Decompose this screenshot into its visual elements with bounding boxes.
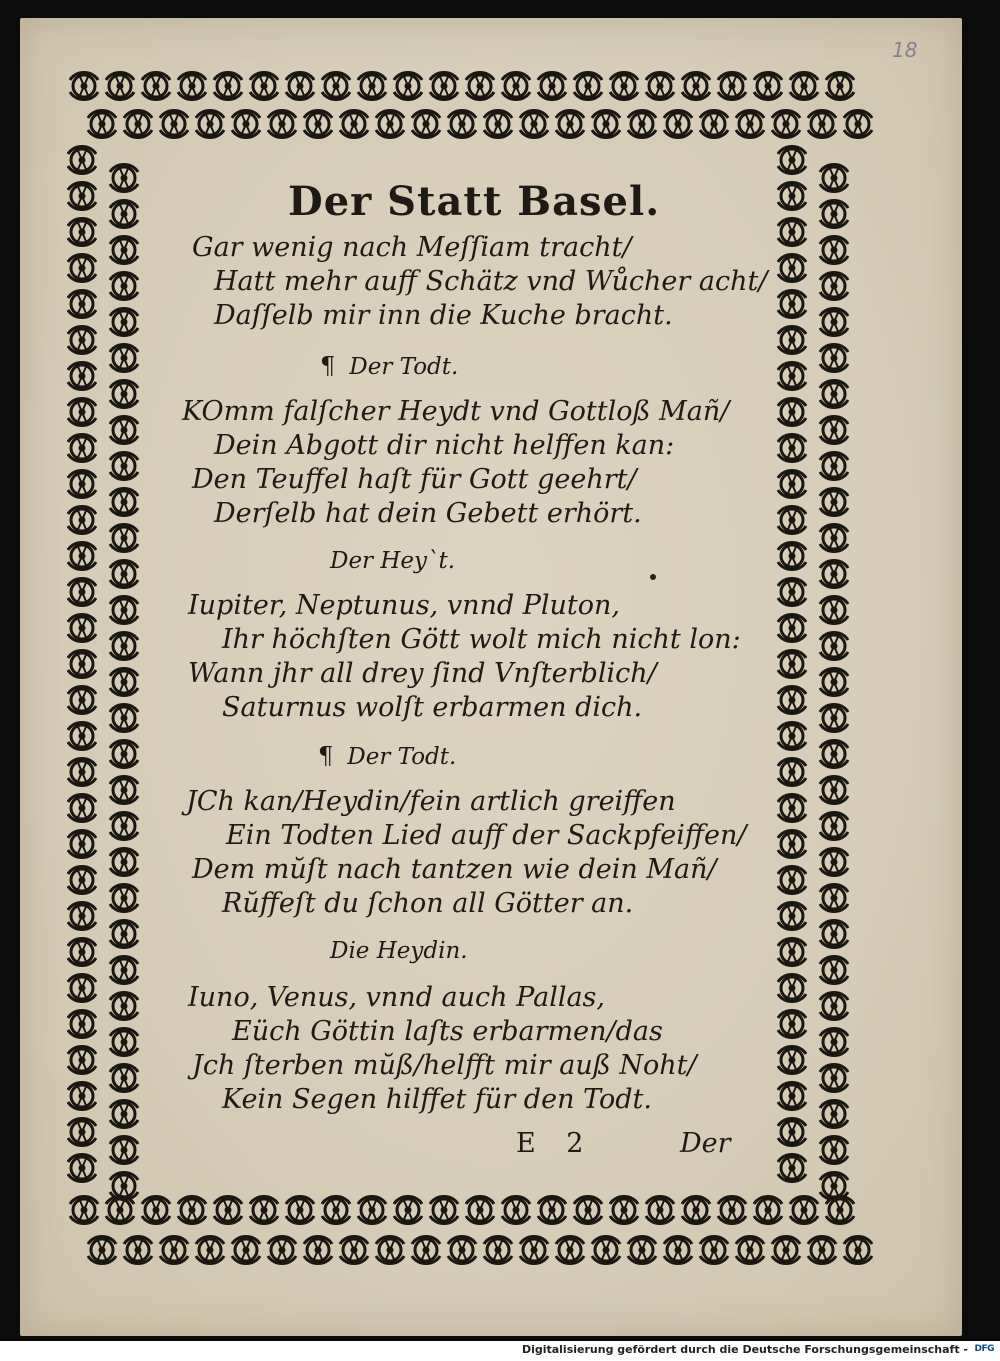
signature-mark: E 2 bbox=[516, 1128, 584, 1159]
border-ornament bbox=[68, 1154, 96, 1182]
border-ornament bbox=[68, 1046, 96, 1074]
border-ornament bbox=[68, 470, 96, 498]
border-ornament bbox=[68, 614, 96, 642]
border-ornament bbox=[160, 1236, 188, 1264]
border-ornament bbox=[110, 164, 138, 192]
border-ornament bbox=[772, 110, 800, 138]
border-ornament bbox=[160, 110, 188, 138]
border-ornament bbox=[214, 1196, 242, 1224]
border-ornament bbox=[110, 452, 138, 480]
border-ornament bbox=[376, 110, 404, 138]
border-ornament bbox=[68, 254, 96, 282]
border-ornament bbox=[110, 596, 138, 624]
border-ornament bbox=[110, 560, 138, 588]
border-ornament bbox=[778, 1046, 806, 1074]
speaker-heading: ¶ Der Todt. bbox=[320, 352, 459, 380]
border-ornament bbox=[778, 542, 806, 570]
border-ornament bbox=[110, 812, 138, 840]
border-ornament bbox=[778, 1010, 806, 1038]
border-ornament bbox=[68, 1082, 96, 1110]
stanza-line: JCh kan/Heydin/fein artlich greiffen bbox=[186, 786, 676, 817]
stanza-line: Daſſelb mir inn die Kuche bracht. bbox=[214, 300, 673, 331]
border-ornament bbox=[790, 72, 818, 100]
border-ornament bbox=[68, 830, 96, 858]
border-ornament bbox=[778, 974, 806, 1002]
border-ornament bbox=[820, 524, 848, 552]
border-ornament bbox=[520, 1236, 548, 1264]
border-ornament bbox=[646, 72, 674, 100]
border-ornament bbox=[820, 848, 848, 876]
footer-credit: Digitalisierung gefördert durch die Deutsche Forschungsgemeinschaft - bbox=[521, 1343, 968, 1356]
border-ornament bbox=[68, 974, 96, 1002]
border-ornament bbox=[778, 830, 806, 858]
border-ornament bbox=[778, 506, 806, 534]
border-ornament bbox=[142, 72, 170, 100]
border-ornament bbox=[820, 740, 848, 768]
border-ornament bbox=[778, 218, 806, 246]
border-ornament bbox=[394, 1196, 422, 1224]
border-ornament bbox=[574, 72, 602, 100]
border-ornament bbox=[778, 938, 806, 966]
border-ornament bbox=[250, 72, 278, 100]
border-ornament bbox=[820, 236, 848, 264]
border-ornament bbox=[110, 236, 138, 264]
border-ornament bbox=[754, 72, 782, 100]
border-ornament bbox=[466, 72, 494, 100]
border-ornament bbox=[110, 848, 138, 876]
border-ornament bbox=[196, 1236, 224, 1264]
border-ornament bbox=[820, 560, 848, 588]
border-ornament bbox=[110, 1064, 138, 1092]
stanza-line: Wann jhr all drey ſind Vnſterblich/ bbox=[188, 658, 657, 689]
border-ornament bbox=[778, 866, 806, 894]
border-ornament bbox=[286, 1196, 314, 1224]
border-ornament bbox=[592, 110, 620, 138]
border-ornament bbox=[110, 1136, 138, 1164]
border-ornament bbox=[68, 182, 96, 210]
border-ornament bbox=[820, 416, 848, 444]
border-ornament bbox=[820, 164, 848, 192]
border-ornament bbox=[778, 470, 806, 498]
border-ornament bbox=[196, 110, 224, 138]
stanza-line: Gar wenig nach Meſſiam tracht/ bbox=[192, 232, 632, 263]
border-ornament bbox=[68, 146, 96, 174]
border-ornament bbox=[592, 1236, 620, 1264]
stanza-line: Dein Abgott dir nicht helffen kan: bbox=[214, 430, 675, 461]
border-ornament bbox=[736, 1236, 764, 1264]
border-ornament bbox=[700, 1236, 728, 1264]
border-ornament bbox=[110, 920, 138, 948]
border-ornament bbox=[178, 72, 206, 100]
border-ornament bbox=[718, 72, 746, 100]
border-ornament bbox=[110, 740, 138, 768]
border-ornament bbox=[808, 110, 836, 138]
border-ornament bbox=[778, 290, 806, 318]
border-ornament bbox=[376, 1236, 404, 1264]
border-ornament bbox=[110, 884, 138, 912]
border-ornament bbox=[820, 1028, 848, 1056]
border-ornament bbox=[322, 72, 350, 100]
border-ornament bbox=[790, 1196, 818, 1224]
border-ornament bbox=[110, 524, 138, 552]
border-ornament bbox=[70, 1196, 98, 1224]
border-ornament bbox=[574, 1196, 602, 1224]
stanza-line: Jch ſterben mŭß/helfft mir auß Noht/ bbox=[192, 1050, 697, 1081]
border-ornament bbox=[820, 704, 848, 732]
border-ornament bbox=[110, 200, 138, 228]
border-ornament bbox=[110, 416, 138, 444]
border-ornament bbox=[502, 1196, 530, 1224]
border-ornament bbox=[772, 1236, 800, 1264]
stanza-line: Iupiter, Neptunus, vnnd Pluton, bbox=[188, 590, 620, 621]
border-ornament bbox=[664, 1236, 692, 1264]
border-ornament bbox=[820, 992, 848, 1020]
border-ornament bbox=[502, 72, 530, 100]
border-ornament bbox=[448, 1236, 476, 1264]
border-ornament bbox=[232, 110, 260, 138]
border-ornament bbox=[68, 902, 96, 930]
border-ornament bbox=[110, 1028, 138, 1056]
border-ornament bbox=[778, 434, 806, 462]
border-ornament bbox=[484, 110, 512, 138]
border-ornament bbox=[142, 1196, 170, 1224]
border-ornament bbox=[110, 956, 138, 984]
pilcrow-icon: ¶ bbox=[320, 352, 336, 380]
border-ornament bbox=[110, 992, 138, 1020]
stanza-line: Hatt mehr auff Schätz vnd Wůcher acht/ bbox=[214, 266, 768, 297]
speaker-heading: Der Hey`t. bbox=[330, 548, 456, 574]
border-ornament bbox=[820, 632, 848, 660]
border-ornament bbox=[68, 362, 96, 390]
border-ornament bbox=[778, 1082, 806, 1110]
border-ornament bbox=[358, 72, 386, 100]
border-ornament bbox=[268, 1236, 296, 1264]
border-ornament bbox=[68, 1010, 96, 1038]
border-ornament bbox=[820, 452, 848, 480]
border-ornament bbox=[232, 1236, 260, 1264]
stanza-line: Ein Todten Lied auff der Sackpfeiffen/ bbox=[226, 820, 747, 851]
border-ornament bbox=[68, 218, 96, 246]
border-ornament bbox=[88, 1236, 116, 1264]
border-ornament bbox=[628, 1236, 656, 1264]
border-ornament bbox=[820, 776, 848, 804]
border-ornament bbox=[826, 72, 854, 100]
border-ornament bbox=[68, 650, 96, 678]
stanza-line: Rŭffeſt du ſchon all Götter an. bbox=[222, 888, 634, 919]
border-ornament bbox=[214, 72, 242, 100]
stanza-line: Iuno, Venus, vnnd auch Pallas, bbox=[188, 982, 605, 1013]
border-ornament bbox=[88, 110, 116, 138]
border-ornament bbox=[820, 1172, 848, 1200]
border-ornament bbox=[68, 866, 96, 894]
border-ornament bbox=[68, 398, 96, 426]
border-ornament bbox=[778, 650, 806, 678]
border-ornament bbox=[110, 272, 138, 300]
border-ornament bbox=[778, 902, 806, 930]
border-ornament bbox=[430, 72, 458, 100]
border-ornament bbox=[556, 110, 584, 138]
ink-spot bbox=[650, 574, 656, 580]
border-ornament bbox=[778, 1154, 806, 1182]
stanza-line: Saturnus wolſt erbarmen dich. bbox=[222, 692, 643, 723]
border-ornament bbox=[110, 344, 138, 372]
footer-bar bbox=[0, 1341, 1000, 1361]
border-ornament bbox=[448, 110, 476, 138]
border-ornament bbox=[268, 110, 296, 138]
border-ornament bbox=[820, 344, 848, 372]
dfg-logo: DFG bbox=[974, 1344, 994, 1354]
border-ornament bbox=[820, 920, 848, 948]
pilcrow-icon: ¶ bbox=[318, 742, 334, 770]
border-ornament bbox=[124, 110, 152, 138]
border-ornament bbox=[682, 1196, 710, 1224]
border-ornament bbox=[106, 72, 134, 100]
folio-number: 18 bbox=[892, 38, 918, 62]
border-ornament bbox=[340, 110, 368, 138]
border-ornament bbox=[70, 72, 98, 100]
border-ornament bbox=[820, 1100, 848, 1128]
stanza-line: Ihr höchſten Gött wolt mich nicht lon: bbox=[222, 624, 741, 655]
border-ornament bbox=[538, 72, 566, 100]
border-ornament bbox=[778, 326, 806, 354]
border-ornament bbox=[844, 1236, 872, 1264]
border-ornament bbox=[68, 794, 96, 822]
border-ornament bbox=[778, 254, 806, 282]
border-ornament bbox=[110, 1172, 138, 1200]
border-ornament bbox=[820, 596, 848, 624]
border-ornament bbox=[778, 614, 806, 642]
border-ornament bbox=[322, 1196, 350, 1224]
border-ornament bbox=[484, 1236, 512, 1264]
border-ornament bbox=[610, 1196, 638, 1224]
border-ornament bbox=[718, 1196, 746, 1224]
border-ornament bbox=[778, 1118, 806, 1146]
border-ornament bbox=[820, 272, 848, 300]
border-ornament bbox=[68, 938, 96, 966]
border-ornament bbox=[778, 578, 806, 606]
border-ornament bbox=[778, 686, 806, 714]
border-ornament bbox=[538, 1196, 566, 1224]
border-ornament bbox=[110, 632, 138, 660]
border-ornament bbox=[110, 380, 138, 408]
border-ornament bbox=[808, 1236, 836, 1264]
stanza-line: Derſelb hat dein Gebett erhört. bbox=[214, 498, 642, 529]
stanza-line: Dem mŭſt nach tantzen wie dein Mañ/ bbox=[192, 854, 717, 885]
border-ornament bbox=[820, 380, 848, 408]
border-ornament bbox=[286, 72, 314, 100]
speaker-heading: Die Heydin. bbox=[330, 938, 468, 964]
catchword: Der bbox=[680, 1128, 731, 1159]
border-ornament bbox=[682, 72, 710, 100]
border-ornament bbox=[68, 290, 96, 318]
border-ornament bbox=[68, 1118, 96, 1146]
border-ornament bbox=[304, 1236, 332, 1264]
border-ornament bbox=[820, 668, 848, 696]
border-ornament bbox=[820, 1064, 848, 1092]
border-ornament bbox=[110, 1100, 138, 1128]
border-ornament bbox=[250, 1196, 278, 1224]
border-ornament bbox=[68, 686, 96, 714]
border-ornament bbox=[304, 110, 332, 138]
border-ornament bbox=[820, 956, 848, 984]
border-ornament bbox=[110, 776, 138, 804]
border-ornament bbox=[394, 72, 422, 100]
border-ornament bbox=[646, 1196, 674, 1224]
border-ornament bbox=[110, 668, 138, 696]
border-ornament bbox=[820, 812, 848, 840]
stanza-line: Eüch Göttin laſts erbarmen/das bbox=[232, 1016, 663, 1047]
border-ornament bbox=[700, 110, 728, 138]
speaker-heading: ¶ Der Todt. bbox=[318, 742, 457, 770]
border-ornament bbox=[68, 326, 96, 354]
border-ornament bbox=[68, 506, 96, 534]
border-ornament bbox=[778, 722, 806, 750]
border-ornament bbox=[68, 542, 96, 570]
border-ornament bbox=[664, 110, 692, 138]
border-ornament bbox=[820, 308, 848, 336]
border-ornament bbox=[124, 1236, 152, 1264]
border-ornament bbox=[778, 398, 806, 426]
border-ornament bbox=[628, 110, 656, 138]
border-ornament bbox=[110, 704, 138, 732]
border-ornament bbox=[110, 308, 138, 336]
border-ornament bbox=[68, 434, 96, 462]
border-ornament bbox=[340, 1236, 368, 1264]
border-ornament bbox=[844, 110, 872, 138]
border-ornament bbox=[520, 110, 548, 138]
border-ornament bbox=[820, 1136, 848, 1164]
stanza-line: Kein Segen hilffet für den Todt. bbox=[222, 1084, 652, 1115]
border-ornament bbox=[778, 182, 806, 210]
border-ornament bbox=[68, 722, 96, 750]
border-ornament bbox=[736, 110, 764, 138]
stanza-line: Den Teuffel haſt für Gott geehrt/ bbox=[192, 464, 637, 495]
border-ornament bbox=[412, 110, 440, 138]
border-ornament bbox=[178, 1196, 206, 1224]
border-ornament bbox=[358, 1196, 386, 1224]
border-ornament bbox=[610, 72, 638, 100]
border-ornament bbox=[754, 1196, 782, 1224]
border-ornament bbox=[430, 1196, 458, 1224]
border-ornament bbox=[110, 488, 138, 516]
border-ornament bbox=[778, 146, 806, 174]
stanza-line: KOmm falſcher Heydt vnd Gottloß Mañ/ bbox=[182, 396, 730, 427]
border-ornament bbox=[466, 1196, 494, 1224]
border-ornament bbox=[778, 758, 806, 786]
border-ornament bbox=[820, 488, 848, 516]
border-ornament bbox=[820, 200, 848, 228]
border-ornament bbox=[412, 1236, 440, 1264]
border-ornament bbox=[556, 1236, 584, 1264]
border-ornament bbox=[778, 362, 806, 390]
border-ornament bbox=[820, 884, 848, 912]
border-ornament bbox=[68, 578, 96, 606]
border-ornament bbox=[778, 794, 806, 822]
page-title: Der Statt Basel. bbox=[288, 178, 661, 225]
border-ornament bbox=[68, 758, 96, 786]
